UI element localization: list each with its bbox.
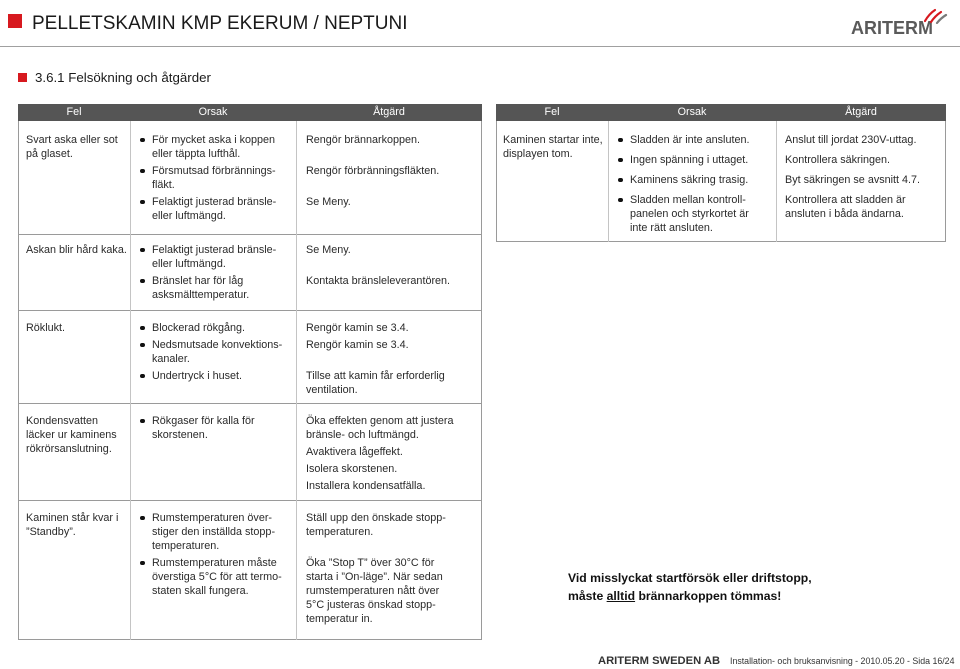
cause-item: Rumstemperaturen måste överstiga 5°C för att termo- staten skall fungera.	[130, 556, 296, 626]
column-header-atgard: Åtgärd	[845, 106, 877, 118]
action-item: Kontakta bränsleleverantören.	[306, 275, 451, 287]
troubleshooting-table-left	[18, 104, 482, 640]
table-header	[18, 104, 482, 121]
fault-cell: Askan blir hård kaka.	[26, 244, 127, 256]
column-header-fel: Fel	[66, 106, 82, 118]
table-row	[18, 234, 482, 310]
logo-text: ARITERM	[851, 18, 933, 38]
action-item: Ställ upp den önskade stopp- temperaturen.	[306, 512, 446, 538]
cause-item: Rökgaser för kalla för skorstenen.	[130, 414, 296, 442]
warning-notice	[568, 569, 812, 605]
section-title: 3.6.1 Felsökning och åtgärder	[35, 70, 211, 85]
ariterm-logo	[851, 6, 951, 40]
action-item: Kontrollera att sladden är ansluten i båda ändarna.	[785, 194, 906, 220]
page-title: PELLETSKAMIN KMP EKERUM / NEPTUNI	[32, 13, 408, 34]
cause-item: Försmutsad förbrännings- fläkt.	[130, 164, 296, 192]
action-item: Öka ”Stop T” över 30°C för starta i ”On-läge”. När sedan rumstemperaturen nått över 5°C justeras önskad stopp- temperatur in.	[306, 557, 443, 625]
table-row	[18, 403, 482, 500]
action-item: Se Meny.	[306, 196, 351, 208]
table-header	[496, 104, 946, 121]
footer-company: ARITERM SWEDEN AB	[598, 655, 721, 667]
action-item: Byt säkringen se avsnitt 4.7.	[785, 174, 921, 186]
table-body	[18, 121, 482, 640]
column-divider	[296, 121, 297, 640]
cause-item: Sladden mellan kontroll- panelen och styrkortet är inte rätt ansluten.	[608, 193, 776, 235]
cause-action-grid	[130, 243, 482, 310]
cause-item: Nedsmutsade konvektions- kanaler.	[130, 338, 296, 366]
troubleshooting-table-right	[496, 104, 946, 242]
table-body	[496, 121, 946, 242]
notice-text: måste	[568, 589, 607, 603]
cause-item: Bränslet har för låg asksmälttemperatur.	[130, 274, 296, 302]
table-row	[18, 121, 482, 234]
cause-item: Blockerad rökgång.	[130, 321, 296, 335]
red-square-icon	[8, 14, 22, 28]
notice-emphasis: alltid	[606, 589, 636, 603]
action-item: Kontrollera säkringen.	[785, 154, 891, 166]
fault-cell: Kaminen står kvar i ”Standby”.	[26, 512, 119, 538]
cause-item: Rumstemperaturen över- stiger den inställda stopp- temperaturen.	[130, 511, 296, 553]
cause-action-grid	[130, 321, 482, 403]
table-row	[496, 121, 946, 242]
cause-item: Felaktigt justerad bränsle- eller luftmängd.	[130, 195, 296, 223]
action-item: Isolera skorstenen.	[306, 463, 398, 475]
cause-action-grid	[130, 414, 482, 500]
cause-action-grid	[608, 133, 946, 241]
action-item: Tillse att kamin får erforderlig ventilation.	[306, 370, 445, 396]
ariterm-wave-icon	[922, 6, 948, 24]
fault-cell: Svart aska eller sot på glaset.	[26, 134, 118, 160]
table-row	[18, 310, 482, 403]
action-item: Rengör kamin se 3.4.	[306, 339, 409, 351]
cause-item: Sladden är inte ansluten.	[608, 133, 776, 147]
action-item: Avaktivera lågeffekt.	[306, 446, 403, 458]
fault-cell: Röklukt.	[26, 322, 66, 334]
action-item: Installera kondensatfälla.	[306, 480, 426, 492]
cause-item: Ingen spänning i uttaget.	[608, 153, 776, 167]
cause-action-grid	[130, 511, 482, 639]
red-square-icon	[18, 73, 27, 82]
column-divider	[608, 121, 609, 242]
cause-item: Undertryck i huset.	[130, 369, 296, 397]
column-divider	[130, 121, 131, 640]
fault-cell: Kaminen startar inte, displayen tom.	[503, 134, 603, 160]
cause-item: Felaktigt justerad bränsle- eller luftmängd.	[130, 243, 296, 271]
action-item: Rengör förbränningsfläkten.	[306, 165, 440, 177]
fault-cell: Kondensvatten läcker ur kaminens rökrörsanslutning.	[26, 415, 117, 455]
column-header-orsak: Orsak	[198, 106, 228, 118]
cause-action-grid	[130, 133, 482, 234]
footer-info: Installation- och bruksanvisning - 2010.05.20 - Sida 16/24	[730, 656, 955, 666]
action-item: Anslut till jordat 230V-uttag.	[785, 134, 917, 146]
notice-line: Vid misslyckat startförsök eller driftstopp,	[568, 571, 812, 585]
header-divider	[0, 46, 960, 47]
action-item: Öka effekten genom att justera bränsle- och luftmängd.	[306, 415, 454, 441]
column-header-atgard: Åtgärd	[373, 106, 405, 118]
cause-item: För mycket aska i koppen eller täppta lufthål.	[130, 133, 296, 161]
cause-item: Kaminens säkring trasig.	[608, 173, 776, 187]
action-item: Rengör brännarkoppen.	[306, 134, 421, 146]
notice-text: brännarkoppen tömmas!	[635, 589, 782, 603]
column-header-fel: Fel	[544, 106, 560, 118]
action-item: Rengör kamin se 3.4.	[306, 322, 409, 334]
column-header-orsak: Orsak	[677, 106, 707, 118]
table-row	[18, 500, 482, 640]
notice-line	[568, 587, 812, 605]
action-item: Se Meny.	[306, 244, 351, 256]
column-divider	[776, 121, 777, 242]
